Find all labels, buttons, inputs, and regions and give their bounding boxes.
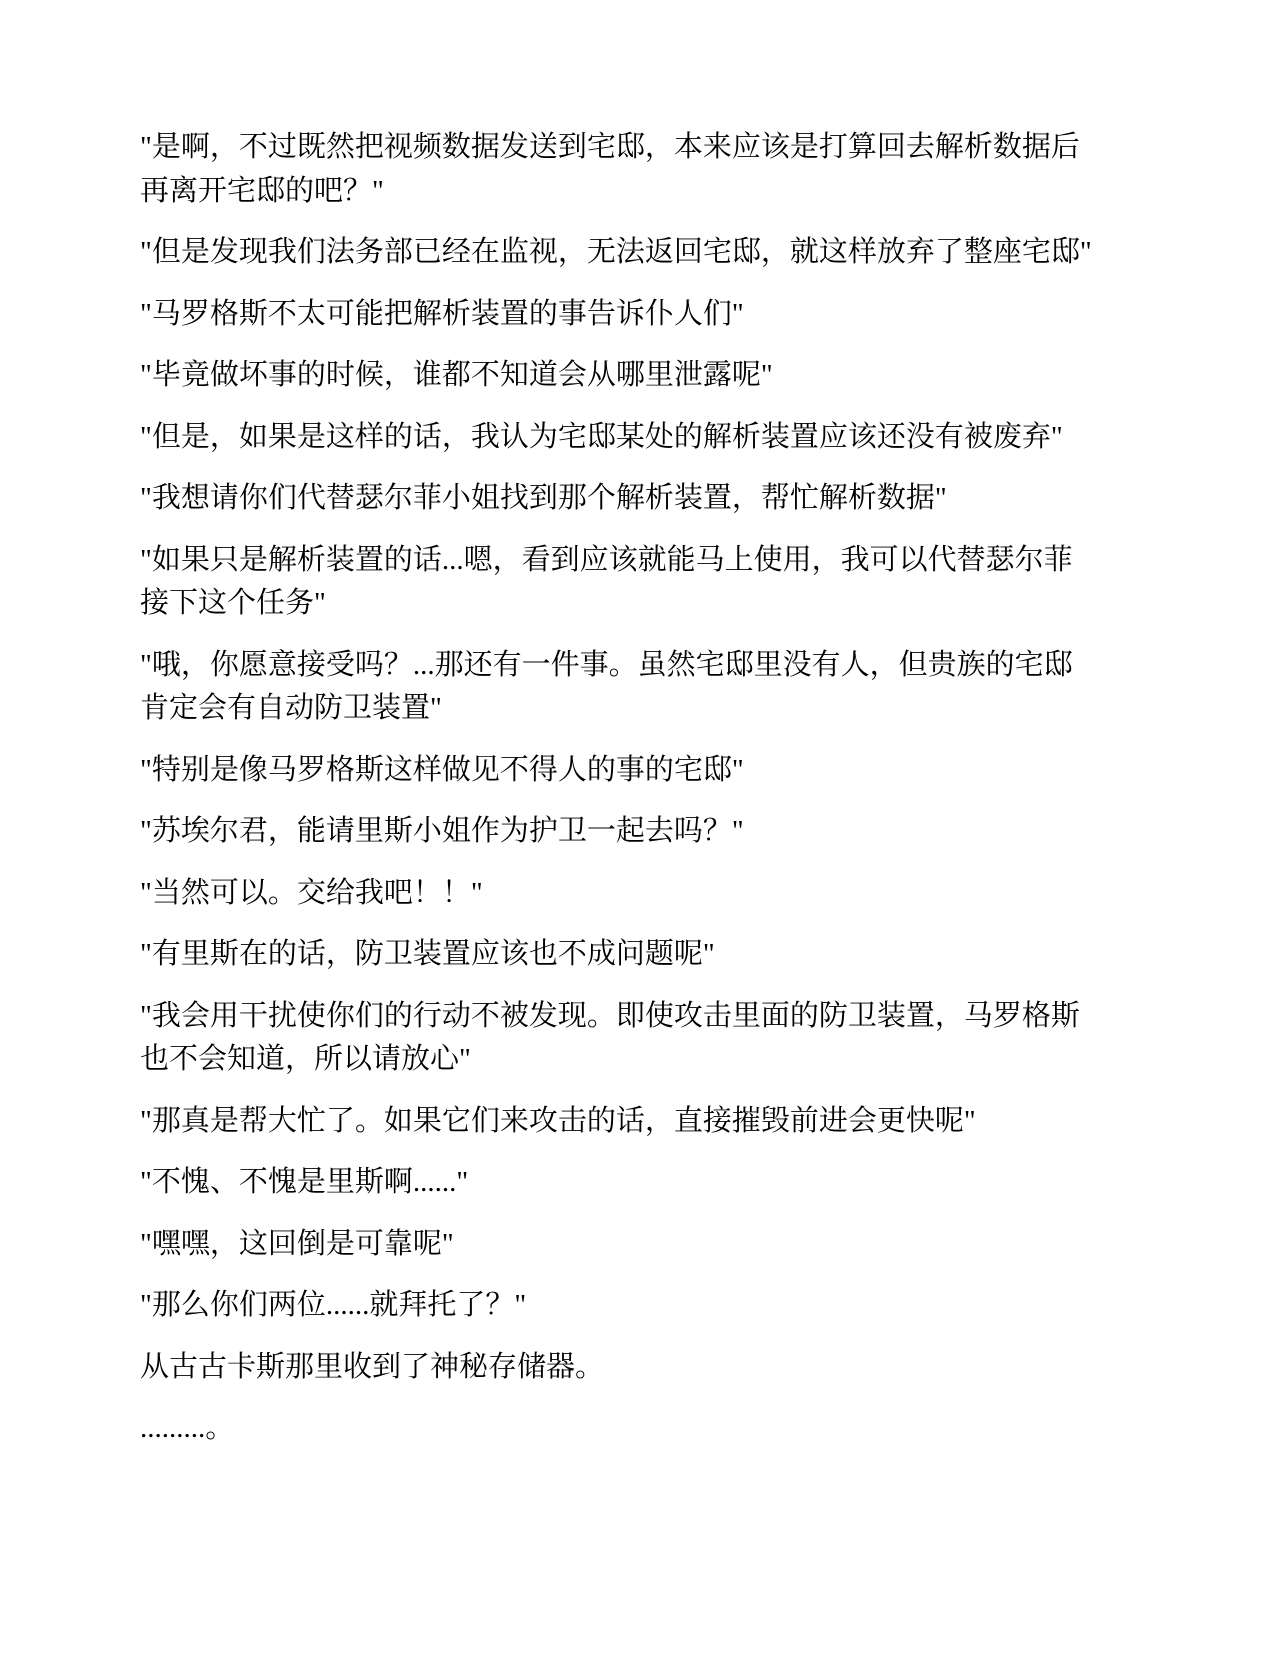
paragraph: "哦，你愿意接受吗？...那还有一件事。虽然宅邸里没有人，但贵族的宅邸肯定会有自动防卫装置"	[140, 648, 1073, 724]
paragraph: "有里斯在的话，防卫装置应该也不成问题呢"	[140, 938, 715, 970]
paragraph: "但是发现我们法务部已经在监视，无法返回宅邸，就这样放弃了整座宅邸"	[140, 236, 1092, 268]
paragraph: "但是，如果是这样的话，我认为宅邸某处的解析装置应该还没有被废弃"	[140, 420, 1063, 453]
paragraph: "特别是像马罗格斯这样做见不得人的事的宅邸"	[140, 753, 744, 786]
paragraph: 从古古卡斯那里收到了神秘存储器。	[140, 1350, 605, 1383]
paragraph: "当然可以。交给我吧！！"	[140, 876, 483, 909]
paragraph: "是啊，不过既然把视频数据发送到宅邸，本来应该是打算回去解析数据后再离开宅邸的吧？"	[140, 131, 1080, 207]
paragraph: "苏埃尔君，能请里斯小姐作为护卫一起去吗？"	[140, 815, 744, 847]
paragraph: "马罗格斯不太可能把解析装置的事告诉仆人们"	[140, 297, 744, 330]
paragraph: "毕竟做坏事的时候，谁都不知道会从哪里泄露呢"	[140, 359, 773, 391]
paragraph: .........。	[140, 1412, 235, 1444]
paragraph: "我会用干扰使你们的行动不被发现。即使攻击里面的防卫装置，马罗格斯也不会知道，所以请放心"	[140, 999, 1080, 1075]
paragraph: "不愧、不愧是里斯啊......"	[140, 1166, 469, 1198]
paragraph: "我想请你们代替瑟尔菲小姐找到那个解析装置，帮忙解析数据"	[140, 482, 947, 514]
paragraph: "嘿嘿，这回倒是可靠呢"	[140, 1227, 454, 1260]
paragraph: "如果只是解析装置的话...嗯，看到应该就能马上使用，我可以代替瑟尔菲接下这个任务"	[140, 543, 1073, 619]
text-block	[140, 126, 1095, 1451]
paragraph: "那么你们两位......就拜托了？"	[140, 1289, 527, 1321]
paragraph: "那真是帮大忙了。如果它们来攻击的话，直接摧毁前进会更快呢"	[140, 1104, 976, 1137]
